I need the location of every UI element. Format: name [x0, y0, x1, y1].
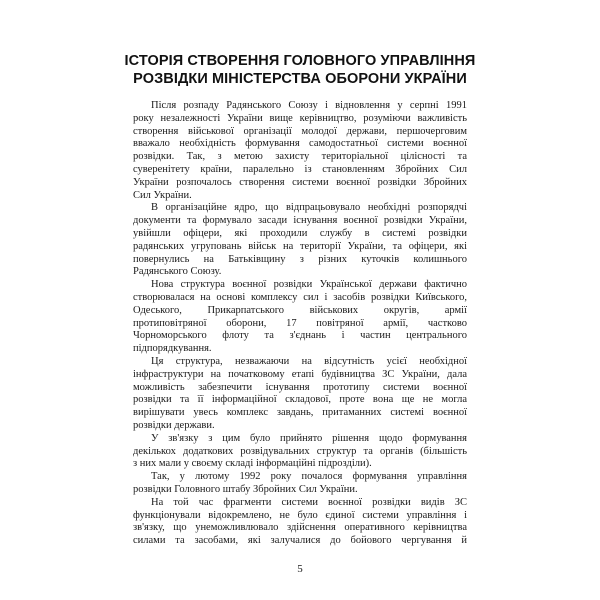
paragraph-line: розвідки держави.	[133, 419, 215, 431]
paragraph-line: повернулись на Батьківщину з різних куточків колишнього	[133, 253, 467, 265]
paragraph	[133, 279, 467, 356]
paragraph-line: декількох додаткових розвідувальних структур та органів (більшість	[133, 445, 467, 457]
paragraph-line: протиповітряної оборони, 17 повітряної армії, частково	[133, 317, 467, 329]
paragraph	[133, 100, 467, 202]
paragraph-line: Сил України.	[133, 189, 192, 201]
paragraph-line: з них мали у своєму складі інформаційні підрозділи).	[133, 458, 372, 470]
paragraph-line: документи та формувало засади існування воєнної розвідки України,	[133, 215, 467, 227]
paragraph-line: У зв'язку з цим було прийнято рішення щодо формування	[151, 432, 467, 444]
paragraph	[133, 433, 467, 471]
paragraph-line: року незалежності України вище керівництво, розуміючи важливість	[133, 112, 467, 124]
paragraph-line: розвідки та її інформаційної складової, проте вона ще не могла	[133, 394, 467, 406]
title-line-1: ІСТОРІЯ СТВОРЕННЯ ГОЛОВНОГО УПРАВЛІННЯ	[124, 53, 476, 69]
paragraph-line: Після розпаду Радянського Союзу і відновлення у серпні 1991	[151, 100, 467, 111]
title-line-2: РОЗВІДКИ МІНІСТЕРСТВА ОБОРОНИ УКРАЇНИ	[133, 71, 467, 87]
paragraph-line: створення військової організації молодої держави, першочерговим	[133, 125, 467, 137]
paragraph-line: На той час фрагменти системи воєнної розвідки видів ЗС	[151, 496, 467, 508]
paragraph-line: Одеського, Прикарпатського військових округів, армії	[133, 304, 467, 316]
paragraph-line: Чорноморського флоту та з'єднань і частин центрального	[133, 330, 467, 342]
paragraph-line: суверенітету країни, паралельно із становленням Збройних Сил	[133, 163, 467, 175]
paragraph-line: розвідки Головного штабу Збройних Сил України.	[133, 483, 358, 495]
paragraph-line: зв'язку, що унеможливлювало здійснення оперативного керівництва	[133, 522, 467, 534]
paragraph-line: Так, у лютому 1992 року почалося формування управління	[151, 471, 467, 483]
paragraph-line: вважало необхідність формування самодостатньої системи воєнної	[133, 138, 467, 150]
paragraph-line: функціонували відокремлено, не було єдиної системи управління і	[133, 509, 467, 521]
paragraph	[133, 202, 467, 279]
paragraph	[133, 356, 467, 433]
paragraph-line: України розпочалось створення системи воєнної розвідки Збройних	[133, 176, 467, 188]
paragraph-line: Ця структура, незважаючи на відсутність усієї необхідної	[151, 355, 467, 367]
paragraph	[133, 497, 467, 548]
paragraph-line: можливість забезпечити існування прототипу системи воєнної	[133, 381, 467, 393]
paragraph-line: розвідки. Так, з метою захисту територіальної цілісності та	[133, 151, 467, 163]
paragraph-line: Радянського Союзу.	[133, 266, 222, 278]
paragraph-line: підпорядкування.	[133, 343, 212, 355]
paragraph-line: увійшли офіцери, які проходили службу в системі розвідки	[133, 227, 467, 239]
paragraph-line: Нова структура воєнної розвідки Української держави фактично	[151, 279, 467, 291]
paragraph-line: інфраструктури на початковому етапі будівництва ЗС України, дала	[133, 368, 467, 380]
paragraph-line: силами та засобами, які залучалися до бойового чергування й	[133, 535, 467, 547]
document-body	[133, 100, 467, 548]
paragraph-line: вирішувати увесь комплекс завдань, притаманних системі воєнної	[133, 407, 467, 419]
paragraph	[133, 471, 467, 497]
paragraph-line: В організаційне ядро, що відпрацьовувало необхідні розпорядчі	[151, 202, 467, 214]
page-number: 5	[297, 563, 303, 575]
paragraph-line: створювалася на основі комплексу сил і засобів розвідки Київського,	[133, 291, 467, 303]
paragraph-line: радянських угруповань військ на території України, та офіцери, які	[133, 240, 467, 252]
page-title	[100, 52, 500, 88]
